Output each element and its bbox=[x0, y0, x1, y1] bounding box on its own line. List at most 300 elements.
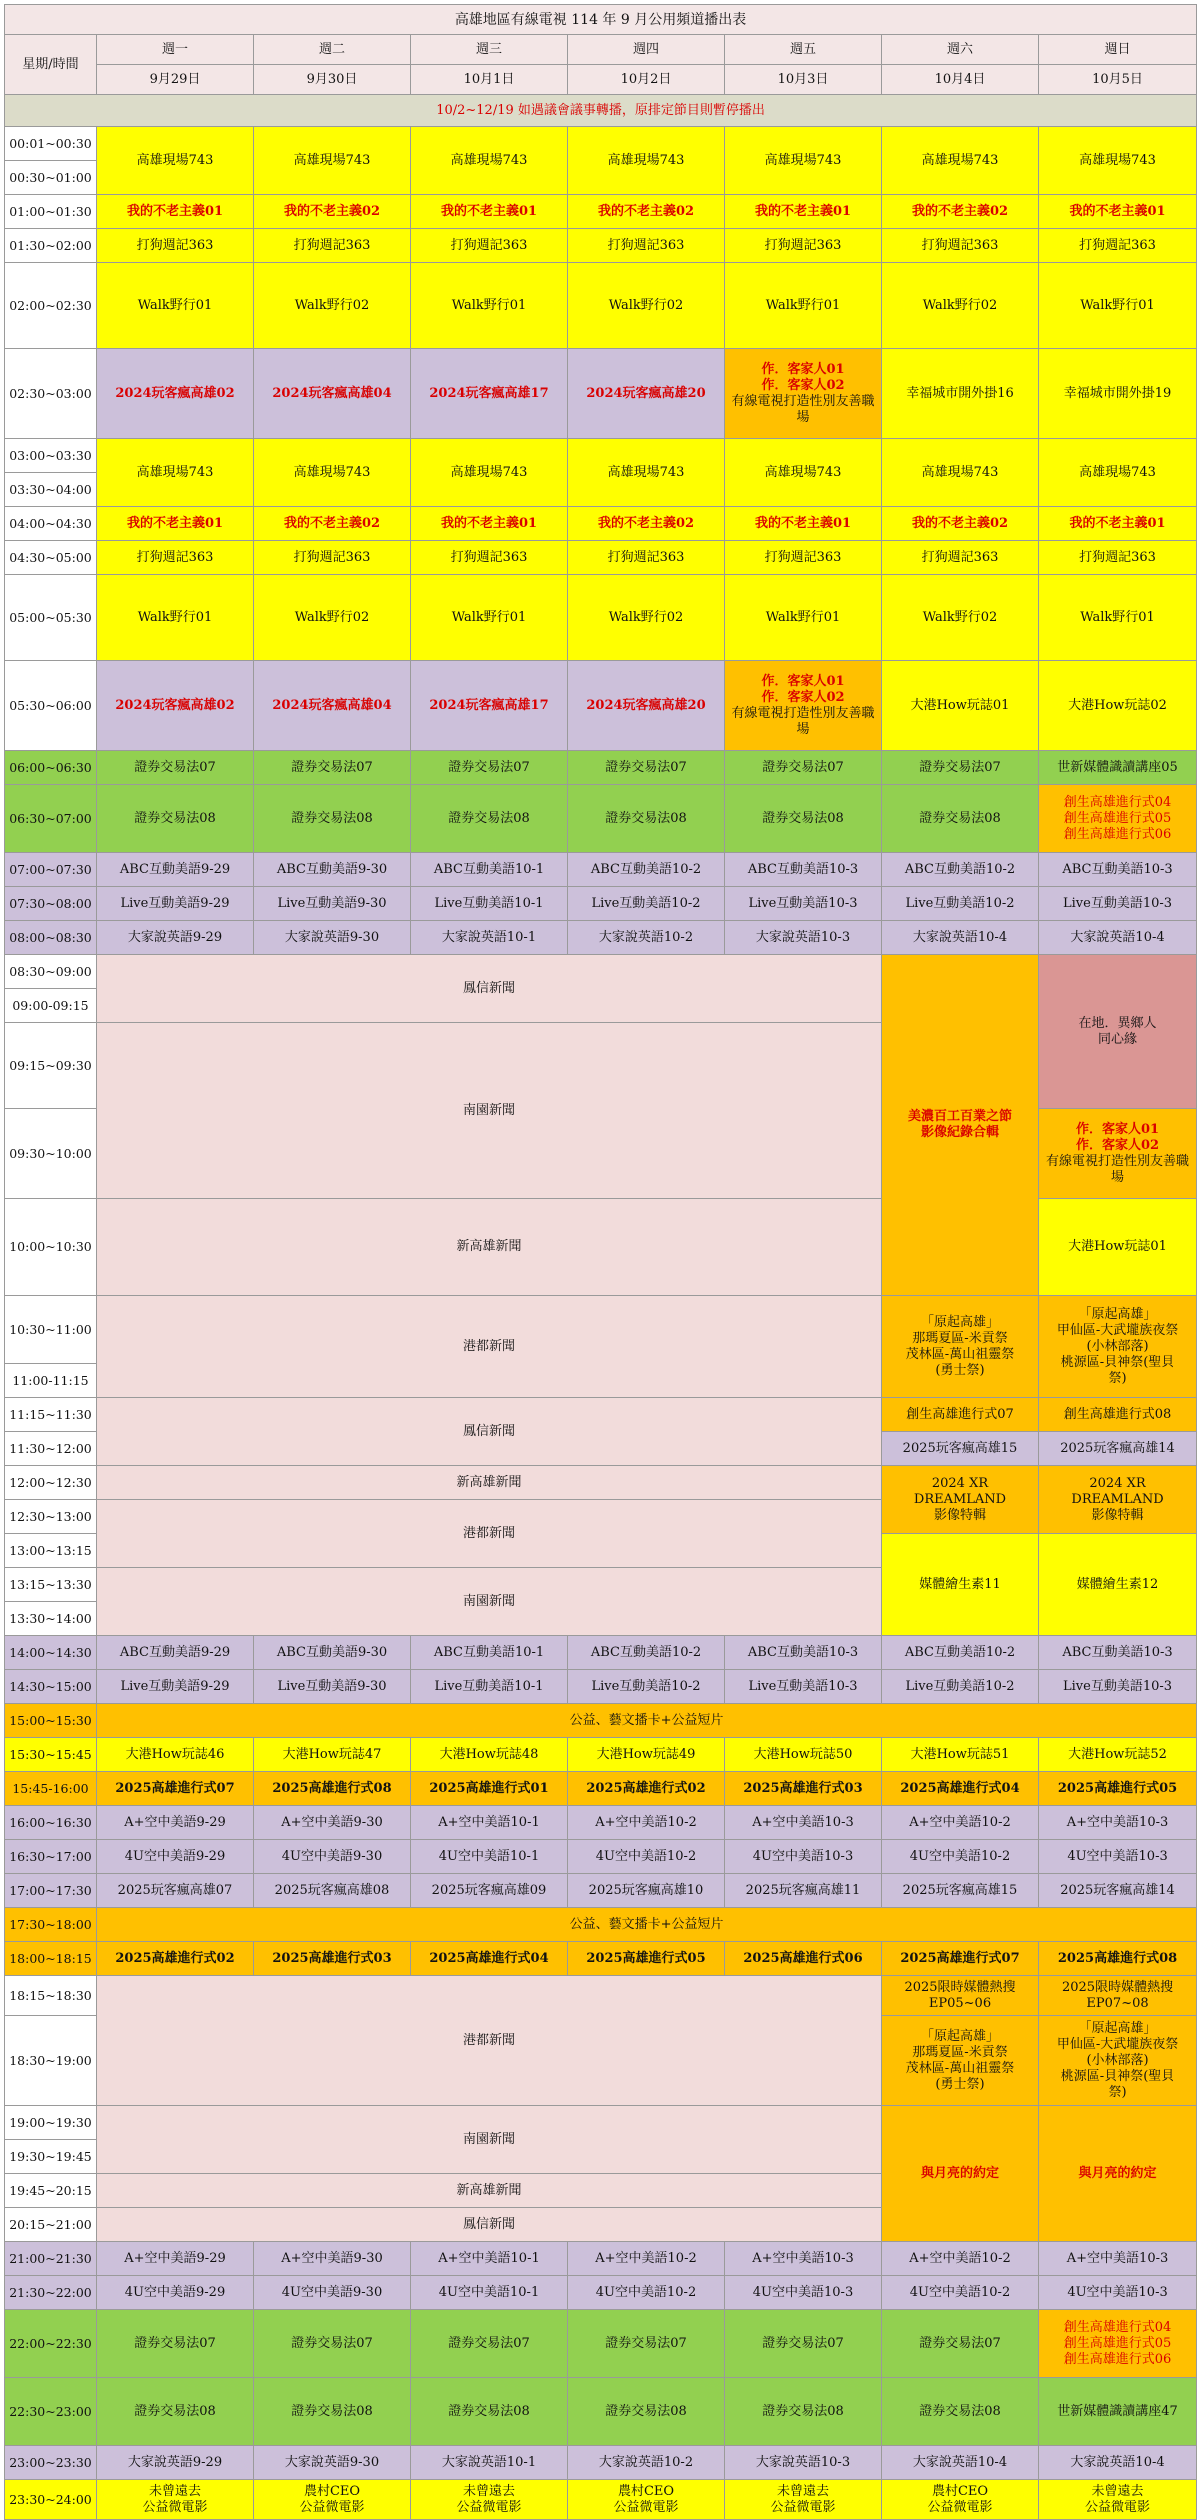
program-cell: 打狗週記363 bbox=[725, 541, 882, 575]
program-line: 未曾遠去 bbox=[776, 2483, 829, 2499]
program-line: 公益微電影 bbox=[770, 2499, 836, 2515]
program-cell bbox=[1039, 1109, 1197, 1199]
program-cell: 證券交易法07 bbox=[882, 751, 1039, 785]
program-cell: 證券交易法08 bbox=[254, 2378, 411, 2446]
program-cell: Walk野行01 bbox=[725, 575, 882, 661]
program-cell: 我的不老主義02 bbox=[882, 507, 1039, 541]
program-cell: 大港How玩誌47 bbox=[254, 1738, 411, 1772]
program-cell bbox=[1039, 1466, 1197, 1534]
time-slot-row bbox=[5, 1398, 1197, 1432]
program-cell bbox=[1039, 1976, 1197, 2016]
program-line: 那瑪夏區-米貢祭 bbox=[912, 1330, 1008, 1346]
program-cell: 證券交易法07 bbox=[97, 751, 254, 785]
program-cell: A+空中美語10-3 bbox=[725, 1806, 882, 1840]
program-line: 甲仙區-大武壠族夜祭 bbox=[1056, 1322, 1179, 1338]
program-cell: 2025高雄進行式04 bbox=[882, 1772, 1039, 1806]
time-slot-label: 16:00~16:30 bbox=[5, 1806, 97, 1840]
program-cell: 大家說英語9-29 bbox=[97, 2446, 254, 2480]
program-cell: 2025玩客瘋高雄07 bbox=[97, 1874, 254, 1908]
program-line: 公益微電影 bbox=[456, 2499, 522, 2515]
date-header: 10月1日 bbox=[411, 65, 568, 95]
time-slot-row bbox=[5, 1296, 1197, 1364]
program-cell: A+空中美語10-2 bbox=[882, 1806, 1039, 1840]
program-line: 有線電視打造性別友善職場 bbox=[731, 705, 875, 737]
program-cell: 大港How玩誌01 bbox=[1039, 1199, 1197, 1296]
program-cell: 證券交易法07 bbox=[725, 751, 882, 785]
program-cell: 2025高雄進行式03 bbox=[725, 1772, 882, 1806]
program-cell: 2025高雄進行式02 bbox=[97, 1942, 254, 1976]
program-cell: 鳳信新聞 bbox=[97, 1398, 882, 1466]
program-line: 作．客家人02 bbox=[1075, 1137, 1160, 1153]
program-cell: 證券交易法08 bbox=[568, 2378, 725, 2446]
program-cell: ABC互動美語10-2 bbox=[882, 1636, 1039, 1670]
time-slot-row bbox=[5, 921, 1197, 955]
time-slot-label: 17:30~18:00 bbox=[5, 1908, 97, 1942]
program-cell: 證券交易法07 bbox=[725, 2310, 882, 2378]
program-cell: Live互動美語9-29 bbox=[97, 887, 254, 921]
program-cell: 世新媒體識讀講座47 bbox=[1039, 2378, 1197, 2446]
time-slot-row bbox=[5, 955, 1197, 989]
weekday-header-row bbox=[5, 35, 1197, 65]
time-slot-row bbox=[5, 127, 1197, 161]
program-cell: 證券交易法08 bbox=[882, 785, 1039, 853]
weekday-header: 週二 bbox=[254, 35, 411, 65]
program-cell: 高雄現場743 bbox=[725, 439, 882, 507]
time-slot-row bbox=[5, 349, 1197, 439]
notice-row bbox=[5, 95, 1197, 127]
program-cell: Walk野行01 bbox=[411, 575, 568, 661]
program-cell: 我的不老主義01 bbox=[725, 507, 882, 541]
time-slot-label: 11:30~12:00 bbox=[5, 1432, 97, 1466]
program-cell: 大家說英語10-4 bbox=[1039, 2446, 1197, 2480]
time-slot-label: 03:00~03:30 bbox=[5, 439, 97, 473]
program-cell: ABC互動美語9-29 bbox=[97, 853, 254, 887]
program-line: 茂林區-萬山祖靈祭 bbox=[905, 2060, 1015, 2076]
program-cell: 高雄現場743 bbox=[254, 439, 411, 507]
time-slot-label: 21:30~22:00 bbox=[5, 2276, 97, 2310]
program-cell: 大港How玩誌48 bbox=[411, 1738, 568, 1772]
program-line: 農村CEO bbox=[931, 2483, 989, 2499]
time-slot-label: 11:15~11:30 bbox=[5, 1398, 97, 1432]
time-slot-row bbox=[5, 541, 1197, 575]
program-line: 作．客家人02 bbox=[761, 377, 845, 393]
program-cell: ABC互動美語10-3 bbox=[1039, 1636, 1197, 1670]
program-cell bbox=[1039, 785, 1197, 853]
program-cell: 2024玩客瘋高雄02 bbox=[97, 661, 254, 751]
time-slot-label: 11:00-11:15 bbox=[5, 1364, 97, 1398]
program-cell: 打狗週記363 bbox=[1039, 541, 1197, 575]
program-cell: 2024玩客瘋高雄20 bbox=[568, 349, 725, 439]
program-cell: 4U空中美語9-30 bbox=[254, 1840, 411, 1874]
time-slot-label: 10:00~10:30 bbox=[5, 1199, 97, 1296]
program-cell bbox=[882, 2016, 1039, 2106]
time-slot-label: 19:00~19:30 bbox=[5, 2106, 97, 2140]
program-cell: 2025玩客瘋高雄10 bbox=[568, 1874, 725, 1908]
time-slot-label: 18:30~19:00 bbox=[5, 2016, 97, 2106]
time-slot-label: 15:30~15:45 bbox=[5, 1738, 97, 1772]
program-line: 2024 XR bbox=[931, 1475, 989, 1491]
program-line: (勇士祭) bbox=[935, 1362, 985, 1378]
program-cell: 我的不老主義01 bbox=[97, 507, 254, 541]
program-cell: ABC互動美語9-29 bbox=[97, 1636, 254, 1670]
program-cell: 高雄現場743 bbox=[1039, 127, 1197, 195]
program-cell: 大港How玩誌02 bbox=[1039, 661, 1197, 751]
program-line: 影像特輯 bbox=[933, 1507, 986, 1523]
program-cell: 高雄現場743 bbox=[254, 127, 411, 195]
program-cell: 2025玩客瘋高雄15 bbox=[882, 1432, 1039, 1466]
program-cell: ABC互動美語10-2 bbox=[882, 853, 1039, 887]
program-cell: 世新媒體識讀講座05 bbox=[1039, 751, 1197, 785]
program-cell: 大港How玩誌01 bbox=[882, 661, 1039, 751]
program-line: 「原起高雄」 bbox=[920, 2028, 999, 2044]
program-cell: Walk野行01 bbox=[1039, 263, 1197, 349]
program-cell: Walk野行02 bbox=[254, 263, 411, 349]
program-cell: Walk野行01 bbox=[725, 263, 882, 349]
program-cell: 我的不老主義02 bbox=[882, 195, 1039, 229]
program-cell: 打狗週記363 bbox=[254, 541, 411, 575]
time-slot-row bbox=[5, 439, 1197, 473]
program-cell: 打狗週記363 bbox=[568, 229, 725, 263]
program-cell: 2025高雄進行式05 bbox=[1039, 1772, 1197, 1806]
time-slot-row bbox=[5, 195, 1197, 229]
program-cell: ABC互動美語10-1 bbox=[411, 1636, 568, 1670]
program-cell: 證券交易法08 bbox=[882, 2378, 1039, 2446]
program-cell: 證券交易法08 bbox=[725, 2378, 882, 2446]
time-slot-row bbox=[5, 2378, 1197, 2446]
program-cell: 大家說英語10-2 bbox=[568, 921, 725, 955]
weekday-header: 週六 bbox=[882, 35, 1039, 65]
program-cell: Walk野行02 bbox=[254, 575, 411, 661]
time-slot-label: 04:30~05:00 bbox=[5, 541, 97, 575]
program-cell: 證券交易法08 bbox=[568, 785, 725, 853]
program-line: 創生高雄進行式06 bbox=[1063, 826, 1172, 842]
time-slot-label: 13:00~13:15 bbox=[5, 1534, 97, 1568]
time-slot-row bbox=[5, 1976, 1197, 2016]
program-cell bbox=[882, 955, 1039, 1296]
program-line: 「原起高雄」 bbox=[920, 1314, 999, 1330]
program-line: 甲仙區-大武壠族夜祭 bbox=[1056, 2036, 1179, 2052]
program-cell: 2025玩客瘋高雄08 bbox=[254, 1874, 411, 1908]
program-cell: 大家說英語10-1 bbox=[411, 2446, 568, 2480]
program-cell: 高雄現場743 bbox=[1039, 439, 1197, 507]
program-cell: ABC互動美語9-30 bbox=[254, 853, 411, 887]
program-line: 有線電視打造性別友善職場 bbox=[731, 393, 875, 425]
program-cell bbox=[1039, 2016, 1197, 2106]
program-line: 2025限時媒體熱搜 bbox=[904, 1979, 1016, 1995]
program-cell: 2025高雄進行式07 bbox=[97, 1772, 254, 1806]
time-slot-row bbox=[5, 785, 1197, 853]
program-line: 作．客家人01 bbox=[761, 361, 845, 377]
time-slot-row bbox=[5, 1704, 1197, 1738]
program-cell: 2025高雄進行式01 bbox=[411, 1772, 568, 1806]
program-cell: 高雄現場743 bbox=[97, 439, 254, 507]
program-cell: 打狗週記363 bbox=[1039, 229, 1197, 263]
program-cell bbox=[725, 349, 882, 439]
program-line: 公益微電影 bbox=[299, 2499, 365, 2515]
program-cell: 4U空中美語10-3 bbox=[725, 1840, 882, 1874]
program-cell bbox=[882, 1466, 1039, 1534]
program-cell: A+空中美語10-1 bbox=[411, 1806, 568, 1840]
program-cell: 大家說英語10-3 bbox=[725, 921, 882, 955]
time-slot-label: 15:45-16:00 bbox=[5, 1772, 97, 1806]
program-cell: ABC互動美語10-3 bbox=[725, 853, 882, 887]
program-cell: 證券交易法08 bbox=[97, 785, 254, 853]
program-line: DREAMLAND bbox=[913, 1491, 1007, 1507]
program-cell: Live互動美語9-29 bbox=[97, 1670, 254, 1704]
program-cell: 證券交易法07 bbox=[882, 2310, 1039, 2378]
program-cell: 打狗週記363 bbox=[568, 541, 725, 575]
program-cell: 鳳信新聞 bbox=[97, 955, 882, 1023]
time-slot-label: 00:30~01:00 bbox=[5, 161, 97, 195]
program-cell: 港都新聞 bbox=[97, 1500, 882, 1568]
program-cell: 打狗週記363 bbox=[97, 229, 254, 263]
date-header: 10月5日 bbox=[1039, 65, 1197, 95]
program-cell: 2025高雄進行式08 bbox=[1039, 1942, 1197, 1976]
program-cell: 公益、藝文播卡+公益短片 bbox=[97, 1908, 1197, 1942]
program-line: 2024 XR bbox=[1089, 1475, 1146, 1491]
program-cell: 打狗週記363 bbox=[411, 229, 568, 263]
time-slot-label: 03:30~04:00 bbox=[5, 473, 97, 507]
program-line: 在地．異鄉人 bbox=[1078, 1015, 1157, 1031]
program-cell: 2025高雄進行式05 bbox=[568, 1942, 725, 1976]
program-cell: 我的不老主義02 bbox=[568, 507, 725, 541]
program-cell: 2025高雄進行式07 bbox=[882, 1942, 1039, 1976]
program-cell: 2025高雄進行式06 bbox=[725, 1942, 882, 1976]
program-cell bbox=[725, 661, 882, 751]
program-cell: 證券交易法07 bbox=[568, 2310, 725, 2378]
program-cell: A+空中美語10-1 bbox=[411, 2242, 568, 2276]
time-slot-row bbox=[5, 2242, 1197, 2276]
program-cell: 證券交易法08 bbox=[97, 2378, 254, 2446]
program-cell: 我的不老主義01 bbox=[725, 195, 882, 229]
program-cell: ABC互動美語10-3 bbox=[1039, 853, 1197, 887]
program-cell: A+空中美語9-30 bbox=[254, 2242, 411, 2276]
program-line: 影像紀錄合輯 bbox=[920, 1125, 999, 1140]
program-line: 祭) bbox=[1108, 1370, 1127, 1386]
program-cell: Walk野行02 bbox=[882, 575, 1039, 661]
time-slot-row bbox=[5, 1738, 1197, 1772]
date-header-row bbox=[5, 65, 1197, 95]
program-cell: 高雄現場743 bbox=[411, 439, 568, 507]
time-slot-label: 06:30~07:00 bbox=[5, 785, 97, 853]
program-cell: 港都新聞 bbox=[97, 1976, 882, 2106]
program-line: 作．客家人01 bbox=[1075, 1121, 1160, 1137]
program-cell: 大家說英語10-4 bbox=[1039, 921, 1197, 955]
time-slot-label: 13:30~14:00 bbox=[5, 1602, 97, 1636]
program-line: 公益微電影 bbox=[927, 2499, 993, 2515]
time-slot-row bbox=[5, 229, 1197, 263]
program-cell: 我的不老主義01 bbox=[1039, 507, 1197, 541]
time-slot-label: 05:00~05:30 bbox=[5, 575, 97, 661]
time-slot-row bbox=[5, 1840, 1197, 1874]
program-cell: 公益、藝文播卡+公益短片 bbox=[97, 1704, 1197, 1738]
time-slot-row bbox=[5, 1942, 1197, 1976]
program-cell: 4U空中美語10-2 bbox=[882, 1840, 1039, 1874]
time-slot-label: 01:30~02:00 bbox=[5, 229, 97, 263]
program-line: EP07~08 bbox=[1086, 1995, 1149, 2011]
program-cell: 創生高雄進行式08 bbox=[1039, 1398, 1197, 1432]
program-cell: 媒體繪生素11 bbox=[882, 1534, 1039, 1636]
time-slot-row bbox=[5, 751, 1197, 785]
program-cell: 2025玩客瘋高雄11 bbox=[725, 1874, 882, 1908]
program-line: 未曾遠去 bbox=[148, 2483, 201, 2499]
time-slot-label: 14:00~14:30 bbox=[5, 1636, 97, 1670]
program-line: 茂林區-萬山祖靈祭 bbox=[905, 1346, 1015, 1362]
program-cell: 2024玩客瘋高雄17 bbox=[411, 661, 568, 751]
program-cell: 4U空中美語9-30 bbox=[254, 2276, 411, 2310]
program-cell: Live互動美語10-3 bbox=[1039, 1670, 1197, 1704]
program-cell: 我的不老主義02 bbox=[568, 195, 725, 229]
time-slot-label: 13:15~13:30 bbox=[5, 1568, 97, 1602]
time-slot-label: 00:01~00:30 bbox=[5, 127, 97, 161]
program-cell: Walk野行01 bbox=[411, 263, 568, 349]
time-slot-row bbox=[5, 2310, 1197, 2378]
program-line: (小林部落) bbox=[1086, 2052, 1149, 2068]
program-cell: 大港How玩誌46 bbox=[97, 1738, 254, 1772]
time-slot-label: 01:00~01:30 bbox=[5, 195, 97, 229]
time-slot-row bbox=[5, 1670, 1197, 1704]
program-line: 2025限時媒體熱搜 bbox=[1061, 1979, 1174, 1995]
program-cell: 4U空中美語10-3 bbox=[1039, 1840, 1197, 1874]
time-slot-label: 08:00~08:30 bbox=[5, 921, 97, 955]
program-line: 創生高雄進行式04 bbox=[1063, 794, 1172, 810]
program-cell: 2024玩客瘋高雄17 bbox=[411, 349, 568, 439]
program-cell: 打狗週記363 bbox=[411, 541, 568, 575]
weekday-header: 週四 bbox=[568, 35, 725, 65]
program-cell: 大港How玩誌51 bbox=[882, 1738, 1039, 1772]
program-line: EP05~06 bbox=[928, 1995, 992, 2011]
program-line: 有線電視打造性別友善職場 bbox=[1046, 1153, 1190, 1185]
program-cell: ABC互動美語10-2 bbox=[568, 853, 725, 887]
program-cell: 與月亮的約定 bbox=[882, 2106, 1039, 2242]
time-slot-label: 16:30~17:00 bbox=[5, 1840, 97, 1874]
time-slot-label: 19:45~20:15 bbox=[5, 2174, 97, 2208]
program-cell: 2025玩客瘋高雄14 bbox=[1039, 1874, 1197, 1908]
program-cell: 證券交易法07 bbox=[97, 2310, 254, 2378]
program-cell: 大家說英語10-1 bbox=[411, 921, 568, 955]
program-cell: 證券交易法08 bbox=[725, 785, 882, 853]
program-line: 農村CEO bbox=[617, 2483, 675, 2499]
program-cell: 我的不老主義01 bbox=[411, 507, 568, 541]
program-cell: Live互動美語10-3 bbox=[725, 887, 882, 921]
program-cell: 高雄現場743 bbox=[882, 439, 1039, 507]
time-slot-label: 23:00~23:30 bbox=[5, 2446, 97, 2480]
time-slot-label: 05:30~06:00 bbox=[5, 661, 97, 751]
program-cell: 打狗週記363 bbox=[882, 541, 1039, 575]
time-slot-row bbox=[5, 1806, 1197, 1840]
program-cell: 4U空中美語10-1 bbox=[411, 2276, 568, 2310]
program-cell: Walk野行01 bbox=[97, 263, 254, 349]
program-cell: 大家說英語10-2 bbox=[568, 2446, 725, 2480]
time-slot-label: 15:00~15:30 bbox=[5, 1704, 97, 1738]
date-header: 10月2日 bbox=[568, 65, 725, 95]
time-slot-label: 18:15~18:30 bbox=[5, 1976, 97, 2016]
program-cell: 高雄現場743 bbox=[411, 127, 568, 195]
time-slot-label: 10:30~11:00 bbox=[5, 1296, 97, 1364]
program-cell: ABC互動美語10-1 bbox=[411, 853, 568, 887]
program-cell: 新高雄新聞 bbox=[97, 1199, 882, 1296]
program-line: 祭) bbox=[1108, 2084, 1127, 2100]
time-slot-row bbox=[5, 1874, 1197, 1908]
program-cell: 打狗週記363 bbox=[97, 541, 254, 575]
program-cell: 大家說英語10-4 bbox=[882, 921, 1039, 955]
time-slot-row bbox=[5, 2106, 1197, 2140]
program-cell: 南園新聞 bbox=[97, 1568, 882, 1636]
program-cell: 4U空中美語9-29 bbox=[97, 2276, 254, 2310]
program-cell: 2025高雄進行式02 bbox=[568, 1772, 725, 1806]
program-cell: Live互動美語10-2 bbox=[568, 887, 725, 921]
program-cell: Walk野行02 bbox=[568, 575, 725, 661]
program-cell: 打狗週記363 bbox=[254, 229, 411, 263]
program-cell: 2025高雄進行式04 bbox=[411, 1942, 568, 1976]
time-slot-label: 04:00~04:30 bbox=[5, 507, 97, 541]
program-cell: 我的不老主義01 bbox=[97, 195, 254, 229]
program-cell bbox=[1039, 2310, 1197, 2378]
program-line: DREAMLAND bbox=[1071, 1491, 1164, 1507]
time-slot-row bbox=[5, 661, 1197, 751]
program-cell: 我的不老主義01 bbox=[411, 195, 568, 229]
program-cell: 4U空中美語10-1 bbox=[411, 1840, 568, 1874]
program-cell: 2025高雄進行式03 bbox=[254, 1942, 411, 1976]
program-cell: 4U空中美語10-3 bbox=[725, 2276, 882, 2310]
program-cell: 高雄現場743 bbox=[568, 127, 725, 195]
program-cell: A+空中美語10-3 bbox=[725, 2242, 882, 2276]
program-cell: 南園新聞 bbox=[97, 1023, 882, 1199]
program-cell: 4U空中美語10-3 bbox=[1039, 2276, 1197, 2310]
program-cell: Live互動美語10-2 bbox=[882, 887, 1039, 921]
program-cell bbox=[1039, 955, 1197, 1109]
time-slot-label: 18:00~18:15 bbox=[5, 1942, 97, 1976]
program-line: 「原起高雄」 bbox=[1078, 1306, 1157, 1322]
time-slot-row bbox=[5, 853, 1197, 887]
program-cell: Live互動美語9-30 bbox=[254, 887, 411, 921]
program-line: 農村CEO bbox=[303, 2483, 361, 2499]
time-slot-row bbox=[5, 1772, 1197, 1806]
program-cell: 證券交易法07 bbox=[411, 751, 568, 785]
program-cell: 2025玩客瘋高雄15 bbox=[882, 1874, 1039, 1908]
program-line: 未曾遠去 bbox=[462, 2483, 515, 2499]
program-cell: 4U空中美語10-2 bbox=[568, 2276, 725, 2310]
schedule-sheet bbox=[4, 4, 1197, 2520]
time-slot-label: 09:00-09:15 bbox=[5, 989, 97, 1023]
program-cell: 大家說英語9-30 bbox=[254, 921, 411, 955]
time-slot-row bbox=[5, 575, 1197, 661]
time-slot-row bbox=[5, 1908, 1197, 1942]
corner-header: 星期/時間 bbox=[5, 35, 97, 95]
program-cell: 幸福城市開外掛19 bbox=[1039, 349, 1197, 439]
program-line: 創生高雄進行式05 bbox=[1063, 810, 1172, 826]
program-line: 桃源區-貝神祭(聖貝 bbox=[1060, 1354, 1175, 1370]
program-cell: 南園新聞 bbox=[97, 2106, 882, 2174]
time-slot-row bbox=[5, 1636, 1197, 1670]
date-header: 10月3日 bbox=[725, 65, 882, 95]
program-cell: 證券交易法07 bbox=[411, 2310, 568, 2378]
program-line: 創生高雄進行式06 bbox=[1063, 2351, 1172, 2367]
program-cell: 高雄現場743 bbox=[568, 439, 725, 507]
time-slot-label: 07:00~07:30 bbox=[5, 853, 97, 887]
program-cell: A+空中美語10-3 bbox=[1039, 2242, 1197, 2276]
program-cell: 4U空中美語10-2 bbox=[882, 2276, 1039, 2310]
program-line: 公益微電影 bbox=[142, 2499, 208, 2515]
program-cell: 高雄現場743 bbox=[97, 127, 254, 195]
program-cell: A+空中美語10-2 bbox=[568, 2242, 725, 2276]
schedule-table bbox=[4, 4, 1197, 2520]
program-cell: A+空中美語10-3 bbox=[1039, 1806, 1197, 1840]
program-cell: ABC互動美語9-30 bbox=[254, 1636, 411, 1670]
weekday-header: 週日 bbox=[1039, 35, 1197, 65]
program-line: 同心緣 bbox=[1098, 1031, 1138, 1047]
program-cell: Walk野行02 bbox=[568, 263, 725, 349]
